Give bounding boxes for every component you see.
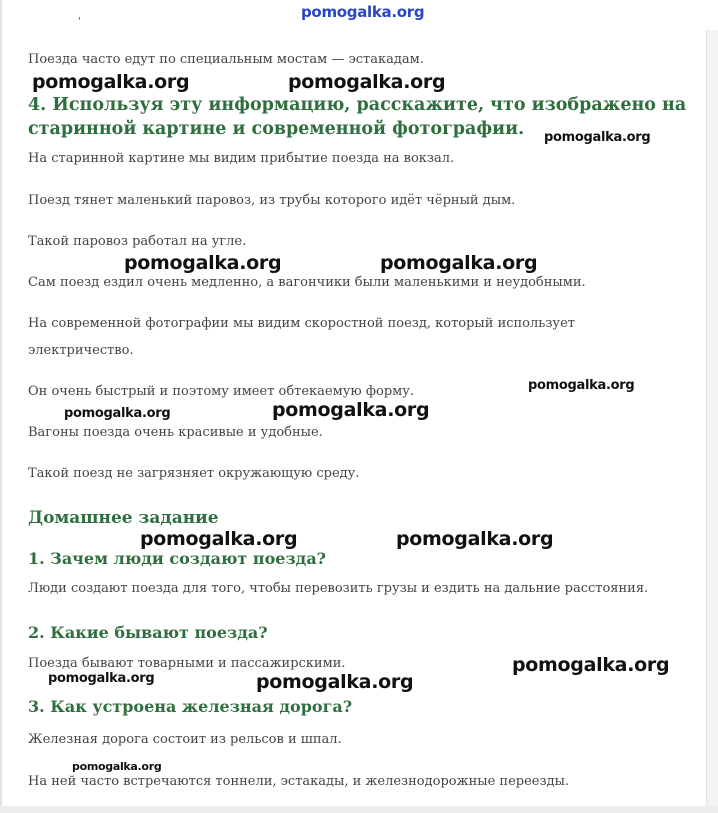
watermark: pomogalka.org <box>528 378 635 393</box>
watermark: pomogalka.org <box>140 528 298 550</box>
watermark: pomogalka.org <box>288 71 446 93</box>
answer-3-line1: Железная дорога состоит из рельсов и шпал. <box>28 732 342 747</box>
paragraph-4: Сам поезд ездил очень медленно, а вагончики были маленькими и неудобными. <box>28 275 586 290</box>
paragraph-5-line2: электричество. <box>28 343 134 358</box>
watermark: pomogalka.org <box>380 252 538 274</box>
watermark: pomogalka.org <box>272 399 430 421</box>
paragraph-8: Такой поезд не загрязняет окружающую среду. <box>28 466 360 481</box>
watermark: pomogalka.org <box>512 654 670 676</box>
paragraph-2: Поезд тянет маленький паровоз, из трубы которого идёт чёрный дым. <box>28 193 516 208</box>
watermark: pomogalka.org <box>64 406 171 421</box>
watermark: pomogalka.org <box>72 760 162 773</box>
question-2: 2. Какие бывают поезда? <box>28 623 268 642</box>
paragraph-7: Вагоны поезда очень красивые и удобные. <box>28 425 323 440</box>
watermark: pomogalka.org <box>48 671 155 686</box>
watermark: pomogalka.org <box>124 252 282 274</box>
bottom-border <box>0 806 718 813</box>
watermark: pomogalka.org <box>396 528 554 550</box>
task4-heading-line1: 4. Используя эту информацию, расскажите, что изображено на <box>28 95 687 115</box>
left-border <box>0 0 2 813</box>
watermark: pomogalka.org <box>544 130 651 145</box>
answer-1: Люди создают поезда для того, чтобы перевозить грузы и ездить на дальние расстояния. <box>28 581 649 596</box>
paragraph-5-line1: На современной фотографии мы видим скоростной поезд, который использует <box>28 316 575 331</box>
task4-heading-line2: старинной картине и современной фотографии. <box>28 119 525 139</box>
right-scroll-edge <box>706 30 718 813</box>
question-1: 1. Зачем люди создают поезда? <box>28 549 327 568</box>
paragraph-3: Такой паровоз работал на угле. <box>28 234 247 249</box>
answer-3-line2: На ней часто встречаются тоннели, эстакады, и железнодорожные переезды. <box>28 774 570 789</box>
answer-2: Поезда бывают товарными и пассажирскими. <box>28 656 346 671</box>
stray-mark: ' <box>78 16 81 27</box>
paragraph-6: Он очень быстрый и поэтому имеет обтекаемую форму. <box>28 384 415 399</box>
watermark: pomogalka.org <box>256 671 414 693</box>
watermark-top: pomogalka.org <box>301 3 425 21</box>
question-3: 3. Как устроена железная дорога? <box>28 697 353 716</box>
watermark: pomogalka.org <box>32 71 190 93</box>
paragraph-1: На старинной картине мы видим прибытие поезда на вокзал. <box>28 151 455 166</box>
homework-title: Домашнее задание <box>28 508 219 528</box>
paragraph-bridges: Поезда часто едут по специальным мостам — эстакадам. <box>28 52 424 67</box>
